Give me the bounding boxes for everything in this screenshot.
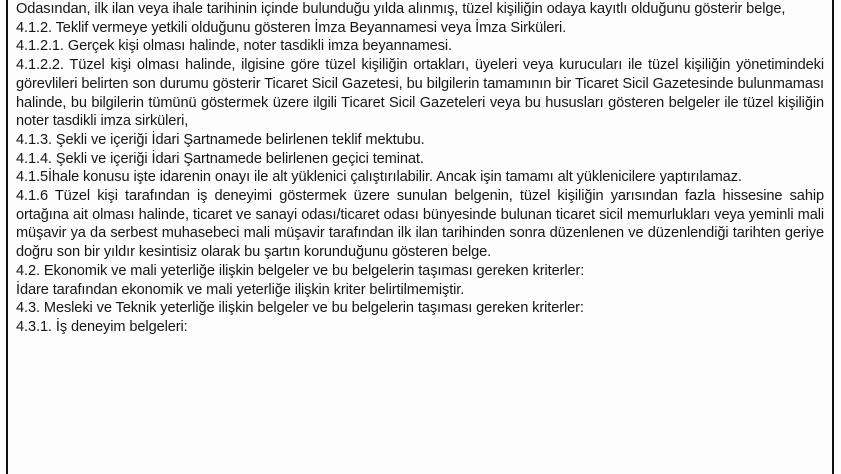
tender-notice-text: [16, 0, 824, 337]
paragraph-4-3-1: 4.3.1. İş deneyim belgeleri:: [16, 318, 188, 335]
paragraph-4-1-2: 4.1.2. Teklif vermeye yetkili olduğunu gösteren İmza Beyannamesi veya İmza Sirküleri.: [16, 19, 567, 36]
paragraph-4-1-3: 4.1.3. Şekli ve içeriği İdari Şartnamede belirlenen teklif mektubu.: [16, 131, 425, 148]
paragraph-4-1-2-1: 4.1.2.1. Gerçek kişi olması halinde, noter tasdikli imza beyannamesi.: [16, 38, 452, 55]
paragraph-4-1-4: 4.1.4. Şekli ve içeriği İdari Şartnamede belirlenen geçici teminat.: [16, 150, 424, 167]
paragraph-4-2: 4.2. Ekonomik ve mali yeterliğe ilişkin belgeler ve bu belgelerin taşıması gereken kriterler:: [16, 262, 585, 279]
paragraph-4-1-6: 4.1.6 Tüzel kişi tarafından iş deneyimi göstermek üzere sunulan belgenin, tüzel kişiliğin yarısından fazla hissesine sahip ortağına ait olması halinde, ticaret ve sanayi odası/ticaret odası bünyesinde bulunan ticaret sicil memurlukları veya yeminli mali müşavir ya da serbest muhasebeci mali müşavir tarafından ilk ilan tarihinden sonra düzenlenen ve düzenlendiği tarihten geriye doğru son bir yıldır kesintisiz olarak bu şartın korunduğunu gösteren belge.: [16, 188, 824, 261]
paragraph-4-1-5: 4.1.5İhale konusu işte idarenin onayı ile alt yüklenici çalıştırılabilir. Ancak işin tamamı alt yüklenicilere yaptırılamaz.: [16, 169, 742, 186]
paragraph-4-1-2-2: 4.1.2.2. Tüzel kişi olması halinde, ilgisine göre tüzel kişiliğin ortakları, üyeleri veya kurucuları ile tüzel kişiliğin yönetimindeki görevlileri belirten son durumu gösterir Ticaret Sicil Gazetesi, bu bilgilerin tamamının bir Ticaret Sicil Gazetesinde bulunmaması halinde, bu bilgilerin tümünü göstermek üzere ilgili Ticaret Sicil Gazeteleri veya bu hususları gösteren belgeler ile tüzel kişiliğin noter tasdikli imza sirküleri,: [16, 57, 824, 130]
paragraph-chamber-registration: Odasından, ilk ilan veya ihale tarihinin içinde bulunduğu yılda alınmış, tüzel kişiliğin odaya kayıtlı olduğunu gösterir belge,: [16, 1, 786, 17]
paragraph-4-3: 4.3. Mesleki ve Teknik yeterliğe ilişkin belgeler ve bu belgelerin taşıması gereken kriterler:: [16, 300, 584, 317]
paragraph-4-2-note: İdare tarafından ekonomik ve mali yeterliğe ilişkin kriter belirtilmemiştir.: [16, 281, 465, 298]
